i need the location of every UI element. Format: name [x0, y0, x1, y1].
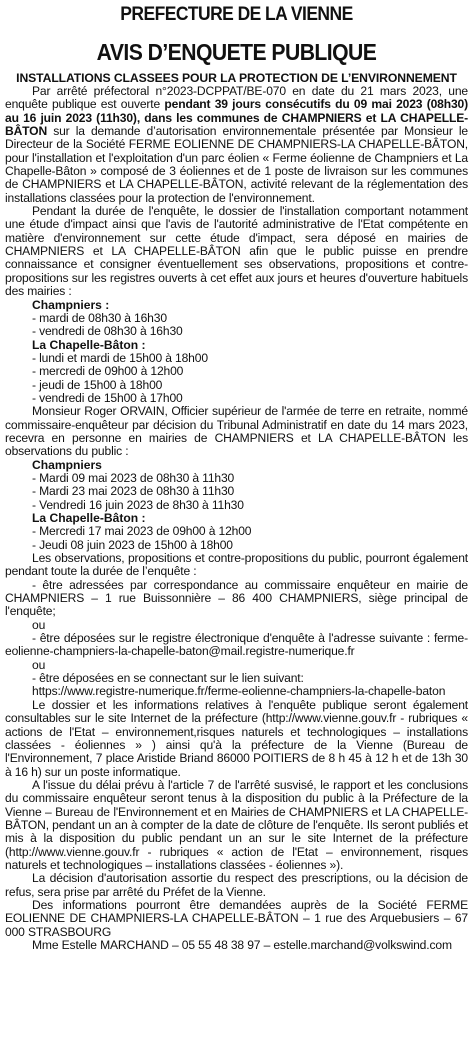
- paragraph-observations: Les observations, propositions et contre-propositions du public, pourront également pendant toute la durée de l’enquête :: [5, 551, 468, 579]
- p1-text-bold: pendant 39 jours consécutifs du 09 mai 2023 (08h30) au 16 juin 2023 (11h30), dans les communes de CHAMPNIERS et LA CHAPELLE-BÂTON: [5, 97, 468, 139]
- hours-chapelle-item: - lundi et mardi de 15h00 à 18h00: [32, 350, 208, 365]
- notice-subtitle: INSTALLATIONS CLASSEES POUR LA PROTECTION DE L’ENVIRONNEMENT: [16, 71, 457, 85]
- paragraph-lien: - être déposées en se connectant sur le lien suivant:: [32, 671, 304, 686]
- hours-chapelle-item: - jeudi de 15h00 à 18h00: [32, 377, 163, 392]
- perm-chapelle-label: La Chapelle-Bâton :: [32, 511, 146, 525]
- or-separator: ou: [32, 617, 46, 632]
- p1-text-c: sur la demande d’autorisation environnementale présentée par Monsieur le Directeur de la Société FERME EOLIENNE DE CHAMPNIERS-LA CHAPELLE-BÂTON, pour l'installation et l'exploitation d'un parc éolien « Ferme éolienne de Champniers et La Chapelle-Bâton » composé de 3 éoliennes et de 1 poste de livraison sur les communes de CHAMPNIERS et LA CHAPELLE-BÂTON, activité relevant de la réglementation des installations classées pour la protection de l'environnement.: [5, 124, 468, 205]
- paragraph-consultation: Le dossier et les informations relatives à l'enquête publique seront également consultables sur le site Internet de la préfecture (http://www.vienne.gouv.fr - rubriques « actions de l'Etat – environnement,risques naturels et technologiques – installations classées - éoliennes » ) ainsi qu'à la préfecture de la Vienne (Bureau de l'Environnement, 7 place Aristide Briand 86000 POITIERS de 8 h 45 à 12 h et de 13h 30 à 16 h) sur un poste informatique.: [5, 697, 468, 779]
- prefecture-title: PREFECTURE DE LA VIENNE: [120, 4, 353, 25]
- contact-line: Mme Estelle MARCHAND – 05 55 48 38 97 – estelle.marchand@volkswind.com: [32, 938, 452, 952]
- registre-url-link[interactable]: https://www.registre-numerique.fr/ferme-eolienne-champniers-la-chapelle-baton: [32, 684, 446, 699]
- hours-chapelle-item: - mercredi de 09h00 à 12h00: [32, 364, 184, 379]
- perm-champniers-item: - Mardi 23 mai 2023 de 08h30 à 11h30: [32, 484, 235, 499]
- perm-champniers-item: - Mardi 09 mai 2023 de 08h30 à 11h30: [32, 470, 235, 485]
- p1-text-a: Par arrêté préfectoral n°2023-DCPPAT/BE-070 en date du 21 mars 2023, une enquête publique est ouverte: [5, 84, 468, 112]
- paragraph-correspondance: - être adressées par correspondance au commissaire enquêteur en mairie de CHAMPNIERS – 1 rue Buissonnière – 86 400 CHAMPNIERS, siège principal de l'enquête;: [5, 577, 468, 619]
- hours-champniers-item: - mardi de 08h30 à 16h30: [32, 310, 167, 325]
- paragraph-dossier: Pendant la durée de l'enquête, le dossier de l'installation comportant notamment une étude d'impact ainsi que l'avis de l'autorité administrative de l'Etat compétente en matière d'environnement sur cette étude d'impact, sera déposé en mairies de CHAMPNIERS et LA CHAPELLE-BÂTON afin que le public puisse en prendre connaissance et consigner éventuellement ses observations, propositions et contre-propositions sur les registres ouverts à cet effet aux jours et heures d'ouverture habituels des mairies :: [5, 204, 468, 299]
- paragraph-arrete: [5, 85, 468, 205]
- perm-champniers-item: - Vendredi 16 juin 2023 de 8h30 à 11h30: [32, 497, 244, 512]
- hours-chapelle-label: La Chapelle-Bâton :: [32, 337, 146, 352]
- notice-title: AVIS D’ENQUETE PUBLIQUE: [96, 39, 377, 65]
- paragraph-rapport: A l'issue du délai prévu à l'article 7 de l'arrêté susvisé, le rapport et les conclusions du commissaire enquêteur seront tenus à la disposition du public à la Préfecture de la Vienne – Bureau de l'Environnement et en Mairies de CHAMPNIERS et LA CHAPELLE-BÂTON, pendant un an à compter de la date de clôture de l'enquête. Ils seront publiés et mis à la disposition du public pendant un an sur le site Internet de la préfecture (http://www.vienne.gouv.fr - rubriques « action de l'Etat – environnement, risques naturels et technologiques – installations classées - éoliennes »).: [5, 777, 468, 872]
- paragraph-decision: La décision d'autorisation assortie du respect des prescriptions, ou la décision de refus, sera prise par arrêté du Préfet de la Vienne.: [5, 871, 468, 899]
- hours-champniers-label: Champniers :: [32, 297, 110, 312]
- hours-champniers-item: - vendredi de 08h30 à 16h30: [32, 324, 183, 339]
- hours-chapelle-item: - vendredi de 15h00 à 17h00: [32, 390, 183, 405]
- or-separator: ou: [32, 657, 46, 672]
- paragraph-informations: Des informations pourront être demandées auprès de la Société FERME EOLIENNE DE CHAMPNIERS-LA CHAPELLE-BÂTON – 1 rue des Arquebusiers – 67 000 STRASBOURG: [5, 897, 468, 939]
- perm-champniers-label: Champniers: [32, 457, 102, 472]
- paragraph-registre-electronique: - être déposées sur le registre électronique d'enquête à l'adresse suivante : ferme-eolienne-champniers-la-chapelle-baton@mail.registre-numerique.fr: [5, 631, 468, 659]
- perm-chapelle-item: - Mercredi 17 mai 2023 de 09h00 à 12h00: [32, 524, 252, 539]
- paragraph-commissaire: Monsieur Roger ORVAIN, Officier supérieur de l'armée de terre en retraite, nommé commissaire-enquêteur par décision du Tribunal Administratif en date du 14 mars 2023, recevra en personne en mairies de CHAMPNIERS et LA CHAPELLE-BÂTON les observations du public :: [5, 404, 468, 459]
- perm-chapelle-item: - Jeudi 08 juin 2023 de 15h00 à 18h00: [32, 537, 233, 552]
